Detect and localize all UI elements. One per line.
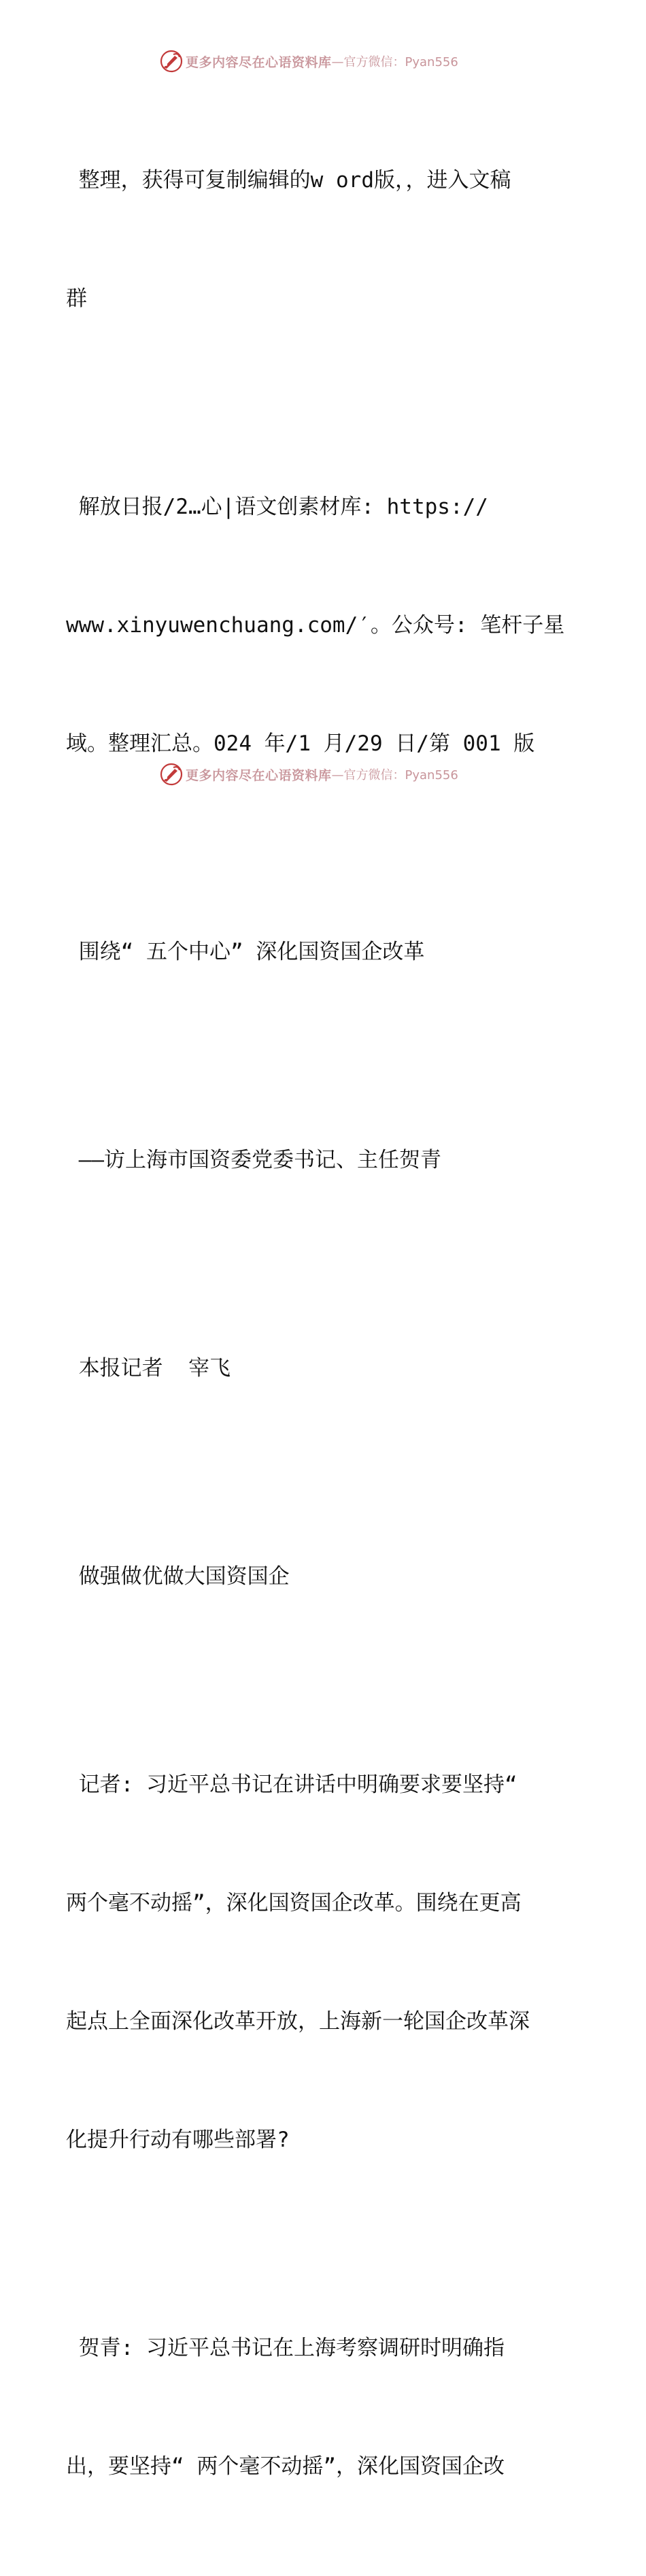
text-line: 解放日报/2…心|语文创素材库: https:// [66,495,488,519]
text-line: 域。整理汇总。024 年/1 月/29 日/第 001 版 [66,731,535,756]
text-line: 整理，获得可复制编辑的w ord版，，进入文稿 [66,168,511,193]
document-body [66,82,590,2576]
text-line: 出，要坚持“ 两个毫不动摇”，深化国资国企改 [66,2454,505,2479]
text-line: 本报记者 宰飞 [66,1356,231,1381]
paragraph-intro [66,82,590,397]
text-line: 围绕“ 五个中心” 深化国资国企改革 [66,940,425,964]
text-line: 贺青: 习近平总书记在上海考察调研时明确指 [66,2336,505,2360]
article-byline [66,1270,590,1467]
article-title [66,853,590,1051]
banner-sub-text: —官方微信：Pyan556 [331,55,458,69]
text-line: 做强做优做大国资国企 [66,1564,290,1589]
text-line: 记者: 习近平总书记在讲话中明确要求要坚持“ [66,1772,517,1797]
text-line: 起点上全面深化改革开放，上海新一轮国企改革深 [66,2009,530,2034]
header-watermark-banner [160,48,458,75]
pen-logo-icon [160,763,183,786]
text-line: ——访上海市国资委党委书记、主任贺青 [66,1148,441,1172]
paragraph-question [66,1686,590,2239]
pen-logo-icon [160,50,183,73]
text-line: www.xinyuwenchuang.com/′。公众号: 笔杆子星 [66,613,565,638]
article-subtitle [66,1061,590,1259]
paragraph-answer [66,2249,590,2565]
text-line: 群 [66,286,87,311]
banner-sub-text: —官方微信：Pyan556 [331,768,458,782]
text-line: 两个毫不动摇”，深化国资国企改革。围绕在更高 [66,1891,522,1915]
footer-watermark-banner [160,761,458,788]
banner-main-text: 更多内容尽在心语资料库 [186,767,332,783]
section-heading [66,1478,590,1675]
banner-main-text: 更多内容尽在心语资料库 [186,54,332,70]
text-line: 化提升行动有哪些部署? [66,2128,290,2152]
